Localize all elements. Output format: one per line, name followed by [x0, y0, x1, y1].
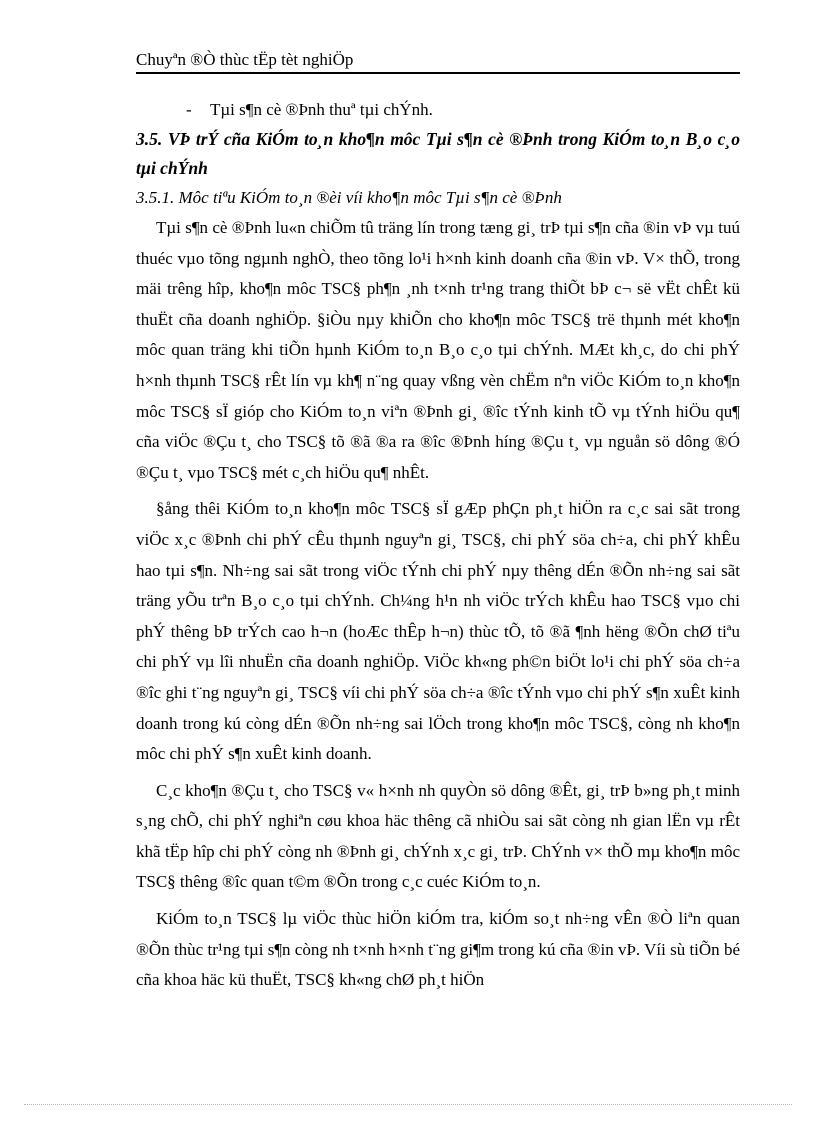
paragraph: §ång thêi KiÓm to¸n kho¶n môc TSC§ sÏ gÆp phÇn ph¸t hiÖn ra c¸c sai sãt trong viÖc x¸c ®Þnh chi phÝ cÊu thµnh nguyªn gi¸ TSC§, chi phÝ söa ch÷a, chi phÝ khÊu hao tµi s¶n. Nh÷ng sai sãt trong viÖc tÝnh chi phÝ nµy thêng dÉn ®Õn nh÷ng sai sãt träng yÕu trªn B¸o c¸o tµi chÝnh. Ch¼ng h¹n nh viÖc trÝch khÊu hao TSC§ vµo chi phÝ thêng bÞ trÝch cao h¬n (hoÆc thÊp h¬n) thùc tÕ, tõ ®ã ¶nh hëng ®Õn chØ tiªu chi phÝ vµ lîi nhuËn cña doanh nghiÖp. ViÖc kh«ng ph©n biÖt lo¹i chi phÝ söa ch÷a ®îc ghi t¨ng nguyªn gi¸ TSC§ víi chi phÝ söa ch÷a ®îc tÝnh vµo chi phÝ s¶n xuÊt kinh doanh trong kú còng dÉn ®Õn nh÷ng sai lÖch trong kho¶n môc TSC§, còng nh kho¶n môc chi phÝ s¶n xuÊt kinh doanh.	[136, 499, 740, 764]
section-heading-3-5: 3.5. VÞ trÝ cña KiÓm to¸n kho¶n môc Tµi s¶n cè ®Þnh trong KiÓm to¸n B¸o c¸o tµi chÝnh	[136, 129, 740, 178]
page-header: Chuyªn ®Ò thùc tËp tèt nghiÖp	[136, 50, 740, 74]
paragraph: KiÓm to¸n TSC§ lµ viÖc thùc hiÖn kiÓm tra, kiÓm so¸t nh÷ng vÊn ®Ò liªn quan ®Õn thùc tr¹ng tµi s¶n còng nh t×nh h×nh t¨ng gi¶m trong kú cña ®in vÞ. Víi sù tiÕn bé cña khoa häc kü thuËt, TSC§ kh«ng chØ ph¸t hiÖn	[136, 909, 740, 990]
bullet-dash: -	[186, 100, 192, 119]
bullet-item	[186, 95, 740, 125]
paragraph: Tµi s¶n cè ®Þnh lu«n chiÕm tû träng lín trong tæng gi¸ trÞ tµi s¶n cña ®in vÞ vµ tuú thuéc vµo tõng ngµnh nghÒ, theo tõng lo¹i h×nh kinh doanh cña ®in vÞ. V× thÕ, trong mäi trêng hîp, kho¶n môc TSC§ ph¶n ¸nh t×nh tr¹ng trang thiÕt bÞ c¬ së vËt chÊt kü thuËt cña doanh nghiÖp. §iÒu nµy khiÕn cho kho¶n môc TSC§ trë thµnh mét kho¶n môc quan träng khi tiÕn hµnh KiÓm to¸n B¸o c¸o tµi chÝnh. MÆt kh¸c, do chi phÝ h×nh thµnh TSC§ rÊt lín vµ kh¶ n¨ng quay vßng vèn chËm nªn viÖc KiÓm to¸n kho¶n môc TSC§ sÏ gióp cho KiÓm to¸n viªn ®Þnh gi¸ ®îc tÝnh kinh tÕ vµ tÝnh hiÖu qu¶ cña viÖc ®Çu t¸ cho TSC§ tõ ®ã ®a ra ®îc ®Þnh híng ®Çu t¸ vµ nguån sö dông ®Ó ®Çu t¸ vµo TSC§ mét c¸ch hiÖu qu¶ nhÊt.	[136, 218, 740, 482]
paragraph: C¸c kho¶n ®Çu t¸ cho TSC§ v« h×nh nh quyÒn sö dông ®Êt, gi¸ trÞ b»ng ph¸t minh s¸ng chÕ, chi phÝ nghiªn cøu khoa häc thêng cã nhiÒu sai sãt còng nh gian lËn vµ rÊt khã tËp hîp chi phÝ còng nh ®Þnh gi¸ chÝnh x¸c gi¸ trÞ. ChÝnh v× thÕ mµ kho¶n môc TSC§ thêng ®îc quan t©m ®Õn trong c¸c cuéc KiÓm to¸n.	[136, 780, 740, 892]
document-body	[136, 95, 740, 1002]
page-bottom-divider	[24, 1104, 792, 1105]
subsection-heading-3-5-1: 3.5.1. Môc tiªu KiÓm to¸n ®èi víi kho¶n môc Tµi s¶n cè ®Þnh	[136, 188, 562, 207]
bullet-text: Tµi s¶n cè ®Þnh thuª tµi chÝnh.	[210, 100, 433, 119]
